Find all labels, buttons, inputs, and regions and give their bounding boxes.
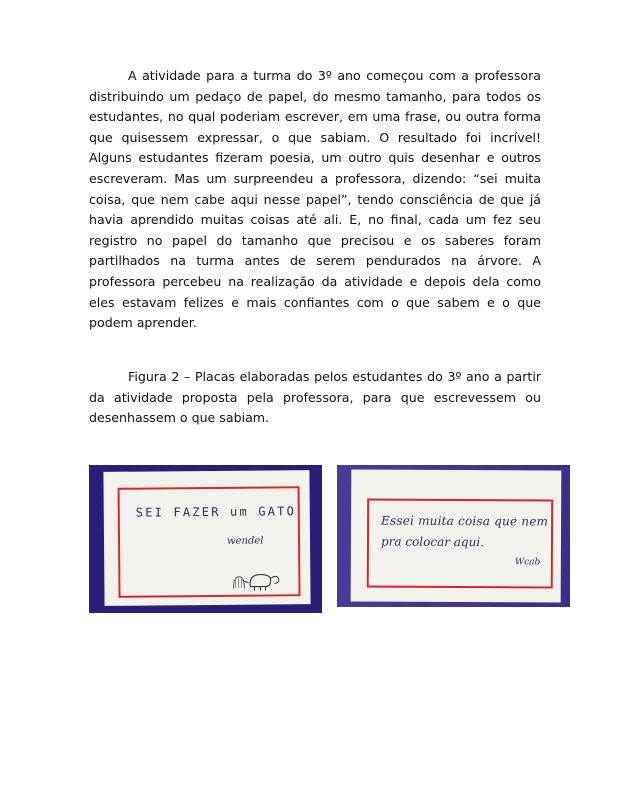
- paper-sheet: [351, 469, 562, 602]
- student-plaque-photo-left: [89, 465, 322, 613]
- handwritten-line: SEI FAZER um GATO: [135, 504, 297, 520]
- handwritten-signature: Wcab: [514, 557, 541, 568]
- student-plaque-photo-right: [337, 465, 570, 607]
- handwritten-line: Essei muita coisa que nem: [381, 513, 549, 529]
- figure-caption: Figura 2 – Placas elaboradas pelos estudantes do 3º ano a partir da atividade proposta pela professora, para que escrevessem ou desenhassem o que sabiam.: [89, 369, 541, 426]
- paragraph-text: A atividade para a turma do 3º ano começou com a professora distribuindo um pedaço de papel, do mesmo tamanho, para todos os estudantes, no qual poderiam escrever, em uma frase, ou outra forma que quisessem expressar, o que sabiam. O resultado foi incrível! Alguns estudantes fizeram poesia, um outro quis desenhar e outros escreveram. Mas um surpreendeu a professora, dizendo: “sei muita coisa, que nem cabe aqui nesse papel”, tendo consciência de que já havia aprendido muitas coisas até ali. E, no final, cada um fez seu registro no papel do tamanho que precisou e os saberes foram partilhados na turma antes de serem pendurados na árvore. A professora percebeu na realização da atividade e depois dela como eles estavam felizes e mais confiantes com o que sabem e o que podem aprender.: [89, 68, 541, 331]
- paper-sheet: [103, 470, 310, 606]
- cat-drawing-icon: [230, 568, 286, 592]
- body-paragraph: [89, 66, 541, 334]
- figure-caption-block: [89, 367, 541, 429]
- handwritten-line: pra colocar aqui.: [380, 534, 485, 550]
- handwritten-signature: wendel: [226, 535, 264, 547]
